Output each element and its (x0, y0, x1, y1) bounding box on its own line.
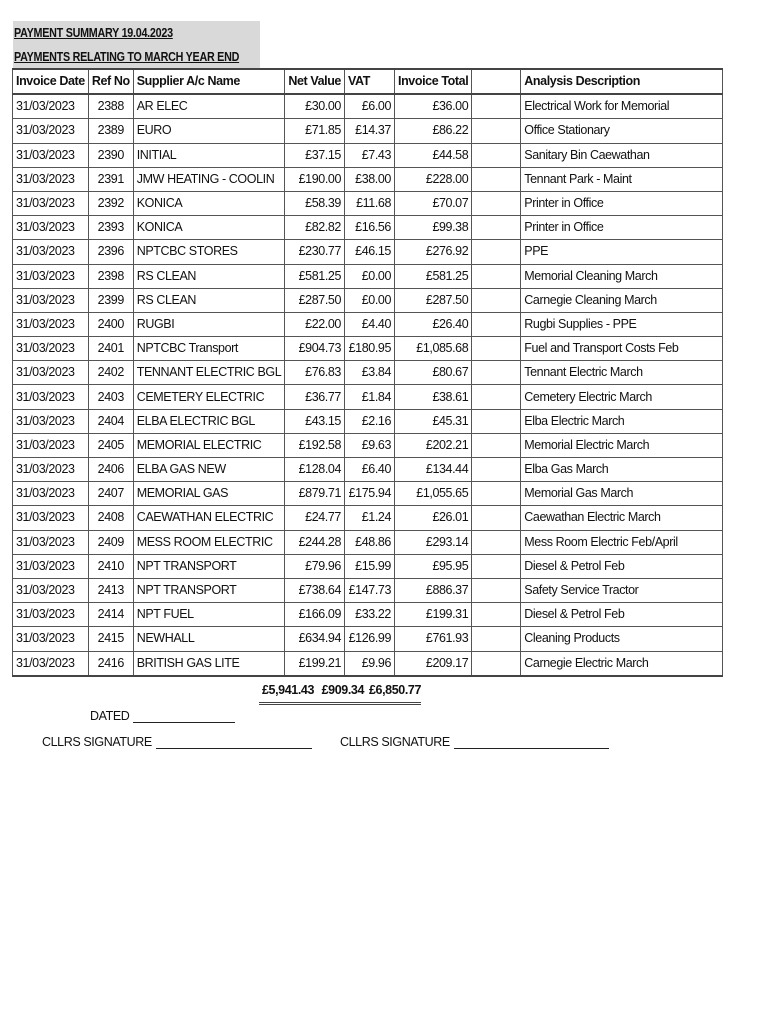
cell-net-value: £738.64 (285, 578, 345, 602)
cell-analysis: Cemetery Electric March (521, 385, 723, 409)
total-net-value: £5,941.43 (259, 680, 314, 705)
table-row (13, 288, 723, 312)
cell-supplier: NPTCBC STORES (133, 240, 285, 264)
cell-vat: £14.37 (345, 119, 395, 143)
cell-invoice-total: £202.21 (395, 433, 472, 457)
cell-net-value: £634.94 (285, 627, 345, 651)
cell-vat: £15.99 (345, 554, 395, 578)
cell-blank (472, 603, 521, 627)
cell-blank (472, 94, 521, 119)
cell-net-value: £192.58 (285, 433, 345, 457)
column-header-invoice-date: Invoice Date (13, 69, 89, 94)
cell-invoice-date: 31/03/2023 (13, 143, 89, 167)
table-body (13, 94, 723, 676)
cell-invoice-date: 31/03/2023 (13, 554, 89, 578)
cllrs-signature-field-left[interactable] (156, 734, 312, 749)
table-row (13, 651, 723, 676)
cell-net-value: £230.77 (285, 240, 345, 264)
table-row (13, 337, 723, 361)
cell-blank (472, 409, 521, 433)
cell-analysis: Tennant Electric March (521, 361, 723, 385)
cell-net-value: £30.00 (285, 94, 345, 119)
cell-supplier: NPT TRANSPORT (133, 578, 285, 602)
total-invoice-total: £6,850.77 (364, 680, 421, 705)
cell-vat: £38.00 (345, 167, 395, 191)
cell-supplier: NPTCBC Transport (133, 337, 285, 361)
cell-net-value: £36.77 (285, 385, 345, 409)
cell-blank (472, 337, 521, 361)
cell-invoice-date: 31/03/2023 (13, 361, 89, 385)
cell-invoice-date: 31/03/2023 (13, 409, 89, 433)
table-row (13, 167, 723, 191)
cell-blank (472, 312, 521, 336)
cell-net-value: £199.21 (285, 651, 345, 676)
cell-net-value: £22.00 (285, 312, 345, 336)
cell-ref-no: 2390 (88, 143, 133, 167)
cell-supplier: KONICA (133, 216, 285, 240)
cell-ref-no: 2406 (88, 458, 133, 482)
cell-invoice-total: £276.92 (395, 240, 472, 264)
column-header-ref-no: Ref No (88, 69, 133, 94)
cell-ref-no: 2399 (88, 288, 133, 312)
cell-invoice-date: 31/03/2023 (13, 458, 89, 482)
cell-analysis: Carnegie Electric March (521, 651, 723, 676)
cell-supplier: AR ELEC (133, 94, 285, 119)
table-row (13, 506, 723, 530)
cell-vat: £4.40 (345, 312, 395, 336)
table-row (13, 312, 723, 336)
cell-analysis: Carnegie Cleaning March (521, 288, 723, 312)
cell-blank (472, 240, 521, 264)
cell-supplier: NPT TRANSPORT (133, 554, 285, 578)
column-header-invoice-total: Invoice Total (395, 69, 472, 94)
cell-analysis: Electrical Work for Memorial (521, 94, 723, 119)
cell-invoice-date: 31/03/2023 (13, 506, 89, 530)
cell-blank (472, 554, 521, 578)
cell-ref-no: 2389 (88, 119, 133, 143)
dated-field[interactable] (133, 708, 235, 723)
cell-blank (472, 482, 521, 506)
cell-invoice-total: £287.50 (395, 288, 472, 312)
total-vat: £909.34 (314, 680, 364, 705)
cell-invoice-total: £45.31 (395, 409, 472, 433)
cell-supplier: TENNANT ELECTRIC BGL (133, 361, 285, 385)
payments-table (12, 68, 723, 677)
cell-net-value: £82.82 (285, 216, 345, 240)
cell-ref-no: 2403 (88, 385, 133, 409)
table-row (13, 143, 723, 167)
cell-invoice-date: 31/03/2023 (13, 578, 89, 602)
cllrs-signature-label-right: CLLRS SIGNATURE (340, 735, 450, 749)
cell-ref-no: 2410 (88, 554, 133, 578)
cell-analysis: Tennant Park - Maint (521, 167, 723, 191)
cell-invoice-total: £26.40 (395, 312, 472, 336)
cell-vat: £126.99 (345, 627, 395, 651)
cell-vat: £0.00 (345, 264, 395, 288)
table-row (13, 191, 723, 215)
cell-invoice-total: £209.17 (395, 651, 472, 676)
cell-invoice-total: £1,055.65 (395, 482, 472, 506)
cell-ref-no: 2407 (88, 482, 133, 506)
table-row (13, 627, 723, 651)
cell-net-value: £244.28 (285, 530, 345, 554)
cell-net-value: £79.96 (285, 554, 345, 578)
cell-analysis: Caewathan Electric March (521, 506, 723, 530)
column-header-vat: VAT (345, 69, 395, 94)
cell-net-value: £71.85 (285, 119, 345, 143)
cell-supplier: MEMORIAL ELECTRIC (133, 433, 285, 457)
table-row (13, 361, 723, 385)
cell-analysis: PPE (521, 240, 723, 264)
cell-vat: £3.84 (345, 361, 395, 385)
cell-supplier: NEWHALL (133, 627, 285, 651)
cell-analysis: Office Stationary (521, 119, 723, 143)
cell-vat: £2.16 (345, 409, 395, 433)
cell-net-value: £166.09 (285, 603, 345, 627)
cell-blank (472, 167, 521, 191)
cell-analysis: Diesel & Petrol Feb (521, 554, 723, 578)
cell-invoice-date: 31/03/2023 (13, 530, 89, 554)
cell-invoice-total: £886.37 (395, 578, 472, 602)
table-row (13, 409, 723, 433)
cell-supplier: INITIAL (133, 143, 285, 167)
document-subtitle: PAYMENTS RELATING TO MARCH YEAR END (14, 50, 240, 64)
cell-blank (472, 288, 521, 312)
cell-invoice-date: 31/03/2023 (13, 651, 89, 676)
cell-blank (472, 627, 521, 651)
table-row (13, 554, 723, 578)
cell-supplier: ELBA GAS NEW (133, 458, 285, 482)
cell-invoice-total: £228.00 (395, 167, 472, 191)
cell-ref-no: 2408 (88, 506, 133, 530)
cell-net-value: £76.83 (285, 361, 345, 385)
table-row (13, 530, 723, 554)
cell-net-value: £58.39 (285, 191, 345, 215)
cell-invoice-date: 31/03/2023 (13, 167, 89, 191)
cell-invoice-date: 31/03/2023 (13, 482, 89, 506)
cell-invoice-total: £99.38 (395, 216, 472, 240)
cell-supplier: CAEWATHAN ELECTRIC (133, 506, 285, 530)
table-row (13, 240, 723, 264)
cell-analysis: Diesel & Petrol Feb (521, 603, 723, 627)
cell-ref-no: 2401 (88, 337, 133, 361)
table-row (13, 264, 723, 288)
cell-invoice-date: 31/03/2023 (13, 264, 89, 288)
cell-vat: £147.73 (345, 578, 395, 602)
cell-invoice-date: 31/03/2023 (13, 216, 89, 240)
cell-analysis: Fuel and Transport Costs Feb (521, 337, 723, 361)
cell-blank (472, 191, 521, 215)
cell-ref-no: 2396 (88, 240, 133, 264)
cell-ref-no: 2393 (88, 216, 133, 240)
cell-ref-no: 2388 (88, 94, 133, 119)
cell-ref-no: 2402 (88, 361, 133, 385)
cell-supplier: NPT FUEL (133, 603, 285, 627)
cell-supplier: RS CLEAN (133, 288, 285, 312)
cell-blank (472, 361, 521, 385)
table-row (13, 578, 723, 602)
cell-invoice-date: 31/03/2023 (13, 627, 89, 651)
table-row (13, 119, 723, 143)
cell-invoice-total: £26.01 (395, 506, 472, 530)
cell-blank (472, 578, 521, 602)
table-row (13, 482, 723, 506)
cell-net-value: £190.00 (285, 167, 345, 191)
cell-blank (472, 530, 521, 554)
cell-invoice-date: 31/03/2023 (13, 288, 89, 312)
cell-supplier: CEMETERY ELECTRIC (133, 385, 285, 409)
cell-blank (472, 651, 521, 676)
cell-blank (472, 433, 521, 457)
cell-analysis: Cleaning Products (521, 627, 723, 651)
cell-blank (472, 216, 521, 240)
cell-ref-no: 2409 (88, 530, 133, 554)
cell-blank (472, 264, 521, 288)
cell-invoice-date: 31/03/2023 (13, 603, 89, 627)
cell-vat: £48.86 (345, 530, 395, 554)
table-row (13, 458, 723, 482)
cell-invoice-total: £581.25 (395, 264, 472, 288)
cell-analysis: Printer in Office (521, 216, 723, 240)
cell-vat: £46.15 (345, 240, 395, 264)
cell-ref-no: 2391 (88, 167, 133, 191)
cell-supplier: JMW HEATING - COOLIN (133, 167, 285, 191)
cell-supplier: MEMORIAL GAS (133, 482, 285, 506)
cell-supplier: RUGBI (133, 312, 285, 336)
cell-vat: £175.94 (345, 482, 395, 506)
cell-invoice-total: £80.67 (395, 361, 472, 385)
cell-supplier: MESS ROOM ELECTRIC (133, 530, 285, 554)
cell-blank (472, 506, 521, 530)
cell-blank (472, 385, 521, 409)
cell-blank (472, 143, 521, 167)
cell-vat: £9.63 (345, 433, 395, 457)
cell-invoice-date: 31/03/2023 (13, 94, 89, 119)
cell-ref-no: 2416 (88, 651, 133, 676)
cell-analysis: Memorial Electric March (521, 433, 723, 457)
cell-analysis: Elba Electric March (521, 409, 723, 433)
table-row (13, 603, 723, 627)
cell-supplier: BRITISH GAS LITE (133, 651, 285, 676)
document-title: PAYMENT SUMMARY 19.04.2023 (14, 26, 173, 40)
cell-invoice-date: 31/03/2023 (13, 312, 89, 336)
cell-vat: £0.00 (345, 288, 395, 312)
cell-vat: £11.68 (345, 191, 395, 215)
cell-net-value: £904.73 (285, 337, 345, 361)
cell-vat: £33.22 (345, 603, 395, 627)
cell-invoice-total: £38.61 (395, 385, 472, 409)
cllrs-signature-label-left: CLLRS SIGNATURE (42, 735, 152, 749)
blank-column-header (472, 69, 521, 94)
signature-line-left (42, 734, 312, 749)
cell-net-value: £43.15 (285, 409, 345, 433)
cell-vat: £1.84 (345, 385, 395, 409)
cell-ref-no: 2413 (88, 578, 133, 602)
dated-line (90, 708, 235, 723)
cell-supplier: RS CLEAN (133, 264, 285, 288)
signature-line-right (340, 734, 609, 749)
cell-supplier: ELBA ELECTRIC BGL (133, 409, 285, 433)
cell-invoice-total: £36.00 (395, 94, 472, 119)
table-header-row (13, 69, 723, 94)
cell-net-value: £581.25 (285, 264, 345, 288)
cell-net-value: £879.71 (285, 482, 345, 506)
dated-label: DATED (90, 709, 130, 723)
cell-ref-no: 2398 (88, 264, 133, 288)
cell-vat: £6.00 (345, 94, 395, 119)
cell-vat: £16.56 (345, 216, 395, 240)
cell-invoice-total: £1,085.68 (395, 337, 472, 361)
cell-invoice-date: 31/03/2023 (13, 119, 89, 143)
cllrs-signature-field-right[interactable] (454, 734, 609, 749)
cell-invoice-date: 31/03/2023 (13, 240, 89, 264)
cell-net-value: £24.77 (285, 506, 345, 530)
cell-blank (472, 458, 521, 482)
cell-net-value: £287.50 (285, 288, 345, 312)
cell-invoice-date: 31/03/2023 (13, 385, 89, 409)
cell-ref-no: 2414 (88, 603, 133, 627)
cell-invoice-total: £293.14 (395, 530, 472, 554)
cell-analysis: Elba Gas March (521, 458, 723, 482)
cell-invoice-date: 31/03/2023 (13, 337, 89, 361)
cell-ref-no: 2404 (88, 409, 133, 433)
cell-ref-no: 2400 (88, 312, 133, 336)
cell-analysis: Rugbi Supplies - PPE (521, 312, 723, 336)
cell-analysis: Memorial Gas March (521, 482, 723, 506)
cell-analysis: Printer in Office (521, 191, 723, 215)
cell-analysis: Memorial Cleaning March (521, 264, 723, 288)
cell-invoice-total: £761.93 (395, 627, 472, 651)
cell-vat: £9.96 (345, 651, 395, 676)
cell-invoice-total: £44.58 (395, 143, 472, 167)
column-header-analysis: Analysis Description (521, 69, 723, 94)
cell-vat: £180.95 (345, 337, 395, 361)
cell-analysis: Safety Service Tractor (521, 578, 723, 602)
cell-vat: £7.43 (345, 143, 395, 167)
cell-ref-no: 2405 (88, 433, 133, 457)
cell-invoice-total: £95.95 (395, 554, 472, 578)
cell-ref-no: 2392 (88, 191, 133, 215)
cell-invoice-total: £86.22 (395, 119, 472, 143)
table-row (13, 433, 723, 457)
column-header-supplier: Supplier A/c Name (133, 69, 285, 94)
cell-vat: £6.40 (345, 458, 395, 482)
cell-supplier: EURO (133, 119, 285, 143)
cell-invoice-date: 31/03/2023 (13, 433, 89, 457)
cell-invoice-total: £199.31 (395, 603, 472, 627)
cell-net-value: £37.15 (285, 143, 345, 167)
table-row (13, 216, 723, 240)
cell-invoice-date: 31/03/2023 (13, 191, 89, 215)
cell-invoice-total: £134.44 (395, 458, 472, 482)
table-row (13, 94, 723, 119)
column-header-net-value: Net Value (285, 69, 345, 94)
cell-ref-no: 2415 (88, 627, 133, 651)
table-row (13, 385, 723, 409)
cell-analysis: Mess Room Electric Feb/April (521, 530, 723, 554)
cell-blank (472, 119, 521, 143)
cell-vat: £1.24 (345, 506, 395, 530)
cell-analysis: Sanitary Bin Caewathan (521, 143, 723, 167)
cell-net-value: £128.04 (285, 458, 345, 482)
cell-supplier: KONICA (133, 191, 285, 215)
cell-invoice-total: £70.07 (395, 191, 472, 215)
